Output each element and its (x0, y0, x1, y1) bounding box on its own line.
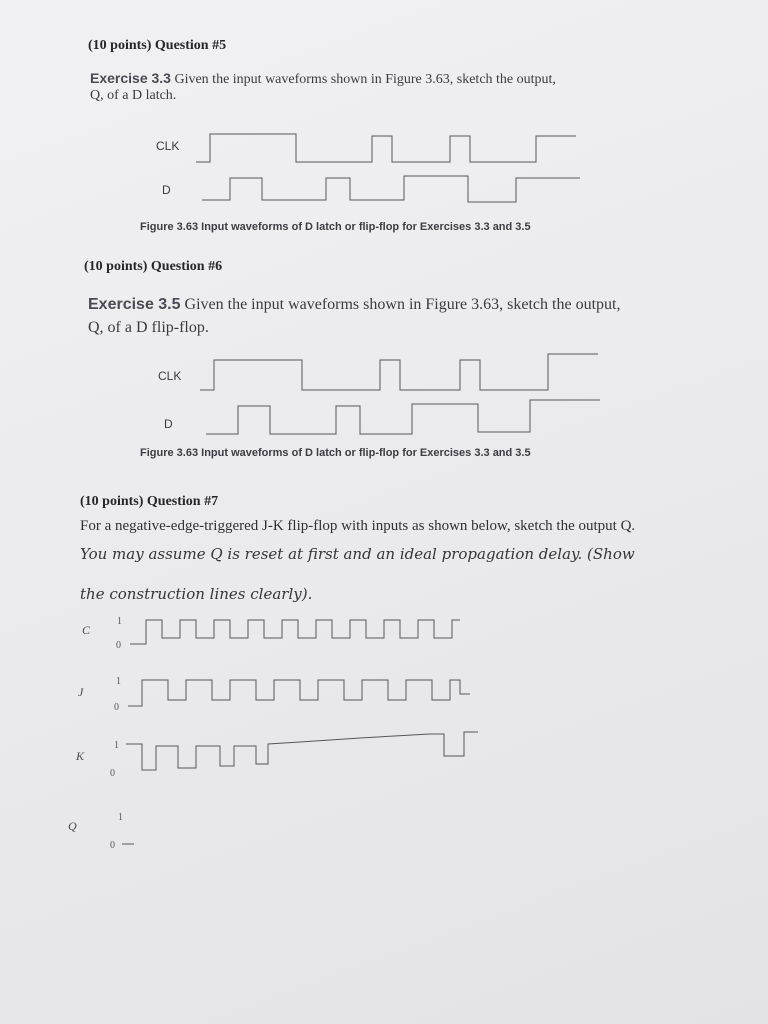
q5-text-line2: Q, of a D latch. (90, 88, 177, 103)
q5-exercise-label: Exercise 3.3 (90, 70, 171, 86)
q7-text-line3: the construction lines clearly). (80, 585, 313, 603)
signal-k-label: K (76, 749, 85, 763)
q7-text-line1: For a negative-edge-triggered J-K flip-flop with inputs as shown below, sketch the output Q. (80, 518, 636, 534)
q7-heading: (10 points) Question #7 (80, 494, 219, 509)
signal-q-label: Q (68, 819, 77, 833)
figure2-caption: Figure 3.63 Input waveforms of D latch or flip-flop for Exercises 3.3 and 3.5 (140, 447, 531, 459)
signal-j-label: J (78, 685, 84, 699)
signal-q-low-label: 0 (110, 840, 115, 851)
q6-exercise-text: Given the input waveforms shown in Figure 3.63, sketch the output, (184, 296, 621, 313)
signal-k-high-label: 1 (114, 740, 119, 751)
signal-k-wave (126, 732, 478, 770)
signal-c-low-label: 0 (116, 640, 121, 651)
q5-exercise-text: Given the input waveforms shown in Figure 3.63, sketch the output, (174, 72, 556, 87)
figure1-clk-label: CLK (156, 139, 180, 153)
signal-q-high-label: 1 (118, 812, 123, 823)
signal-c-high-label: 1 (117, 616, 122, 627)
q5-heading: (10 points) Question #5 (88, 38, 227, 53)
signal-c-wave (130, 620, 460, 644)
q7-text-line2: You may assume Q is reset at first and an ideal propagation delay. (Show (80, 545, 635, 563)
signal-j-low-label: 0 (114, 702, 119, 713)
q6-text-line2: Q, of a D flip-flop. (88, 319, 209, 336)
figure2-d-label: D (164, 417, 173, 431)
figure2-clk-label: CLK (158, 369, 182, 383)
figure1-d-label: D (162, 183, 171, 197)
q6-exercise-label: Exercise 3.5 (88, 296, 181, 313)
figure1-caption: Figure 3.63 Input waveforms of D latch or flip-flop for Exercises 3.3 and 3.5 (140, 221, 531, 233)
signal-j-wave (128, 680, 470, 706)
q6-heading: (10 points) Question #6 (84, 259, 223, 274)
signal-c-label: C (82, 623, 91, 637)
signal-j-high-label: 1 (116, 676, 121, 687)
signal-k-low-label: 0 (110, 768, 115, 779)
